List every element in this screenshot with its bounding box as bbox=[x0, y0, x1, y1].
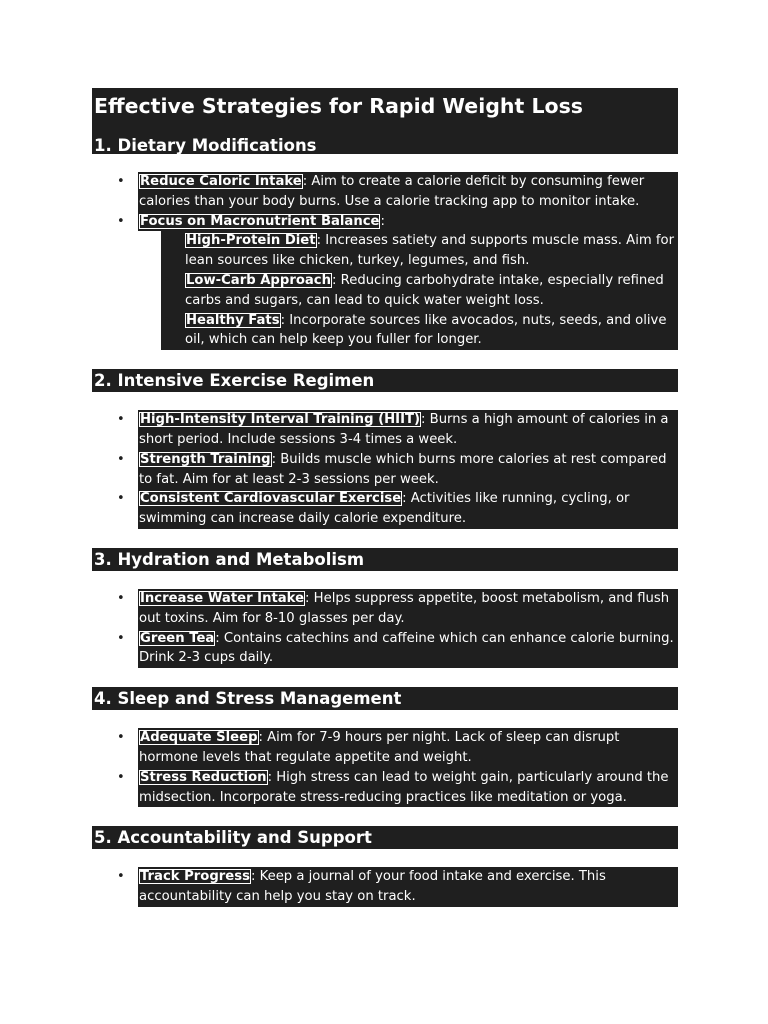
bullet: • bbox=[117, 630, 125, 646]
item-text: Incorporate sources like avocados, nuts, seeds, and olive oil, which can help keep you fuller for longer. bbox=[185, 312, 667, 348]
section-heading: 4. Sleep and Stress Management bbox=[94, 689, 402, 709]
section-head bbox=[92, 369, 678, 392]
item-text: High stress can lead to weight gain, particularly around the midsection. Incorporate stress-reducing practices like meditation or yoga. bbox=[139, 769, 669, 805]
list-item: • Track Progress: Keep a journal of your food intake and exercise. This accountability can help you stay on track. bbox=[92, 867, 678, 907]
list-item: • High-Intensity Interval Training (HIIT): Burns a high amount of calories in a short period. Include sessions 3-4 times a week. bbox=[92, 410, 678, 450]
item-text: Activities like running, cycling, or swimming can increase daily calorie expenditure. bbox=[139, 491, 630, 527]
list-item: • Strength Training: Builds muscle which burns more calories at rest compared to fat. Aim for at least 2-3 sessions per week. bbox=[92, 450, 678, 490]
sub-list-item: • Low-Carb Approach: Reducing carbohydrate intake, especially refined carbs and sugars, can lead to quick water weight loss. bbox=[92, 271, 678, 311]
item-term: Strength Training bbox=[140, 451, 271, 467]
bullet: • bbox=[163, 233, 171, 249]
bullet: • bbox=[163, 312, 171, 328]
bullet: • bbox=[117, 412, 125, 428]
item-term: Stress Reduction bbox=[140, 769, 267, 785]
item-term: High-Intensity Interval Training (HIIT) bbox=[140, 412, 421, 428]
list-item: • Focus on Macronutrient Balance: bbox=[92, 212, 678, 232]
item-text: Contains catechins and caffeine which can enhance calorie burning. Drink 2-3 cups daily. bbox=[139, 630, 674, 666]
section-heading: 5. Accountability and Support bbox=[94, 828, 372, 848]
title-block bbox=[92, 88, 678, 154]
section-heading: 2. Intensive Exercise Regimen bbox=[94, 371, 375, 391]
list-item: • Reduce Caloric Intake: Aim to create a calorie deficit by consuming fewer calories than your body burns. Use a calorie tracking app to monitor intake. bbox=[92, 172, 678, 212]
list-item: • Green Tea: Contains catechins and caffeine which can enhance calorie burning. Drink 2-3 cups daily. bbox=[92, 629, 678, 669]
page-title: Effective Strategies for Rapid Weight Loss bbox=[94, 94, 583, 118]
section-2-list bbox=[92, 410, 678, 529]
bullet: • bbox=[117, 451, 125, 467]
item-term: Increase Water Intake bbox=[140, 590, 305, 606]
bullet: • bbox=[117, 730, 125, 746]
bullet: • bbox=[117, 491, 125, 507]
item-term: Consistent Cardiovascular Exercise bbox=[140, 491, 402, 507]
item-text: Keep a journal of your food intake and exercise. This accountability can help you stay on track. bbox=[139, 869, 606, 905]
list-item: • Increase Water Intake: Helps suppress appetite, boost metabolism, and flush out toxins. Aim for 8-10 glasses per day. bbox=[92, 589, 678, 629]
sub-list-item: • Healthy Fats: Incorporate sources like avocados, nuts, seeds, and olive oil, which can help keep you fuller for longer. bbox=[92, 311, 678, 351]
sub-list-item: • High-Protein Diet: Increases satiety and supports muscle mass. Aim for lean sources like chicken, turkey, legumes, and fish. bbox=[92, 231, 678, 271]
document-page bbox=[92, 88, 678, 907]
item-text: Helps suppress appetite, boost metabolism, and flush out toxins. Aim for 8-10 glasses per day. bbox=[139, 590, 670, 626]
item-text: Burns a high amount of calories in a short period. Include sessions 3-4 times a week. bbox=[139, 412, 669, 447]
section-heading: 1. Dietary Modifications bbox=[94, 136, 317, 155]
item-term: Green Tea bbox=[140, 630, 215, 646]
bullet: • bbox=[117, 174, 125, 189]
item-term: Adequate Sleep bbox=[140, 730, 258, 746]
section-1-list bbox=[92, 172, 678, 350]
list-item: • Adequate Sleep: Aim for 7-9 hours per night. Lack of sleep can disrupt hormone levels that regulate appetite and weight. bbox=[92, 728, 678, 768]
item-term: Low-Carb Approach bbox=[186, 272, 331, 288]
bullet: • bbox=[117, 590, 125, 606]
section-4-list bbox=[92, 728, 678, 807]
item-term: Healthy Fats bbox=[186, 312, 280, 328]
item-text: Aim for 7-9 hours per night. Lack of sleep can disrupt hormone levels that regulate appetite and weight. bbox=[139, 730, 620, 765]
section-5-list bbox=[92, 867, 678, 907]
list-item: • Consistent Cardiovascular Exercise: Activities like running, cycling, or swimming can increase daily calorie expenditure. bbox=[92, 489, 678, 529]
section-heading: 3. Hydration and Metabolism bbox=[94, 549, 365, 569]
item-text: Reducing carbohydrate intake, especially refined carbs and sugars, can lead to quick water weight loss. bbox=[185, 272, 664, 308]
section-head bbox=[92, 826, 678, 849]
bullet: • bbox=[117, 213, 125, 229]
item-term: Reduce Caloric Intake bbox=[140, 174, 302, 189]
item-text: Builds muscle which burns more calories at rest compared to fat. Aim for at least 2-3 sessions per week. bbox=[139, 451, 667, 487]
item-text: Increases satiety and supports muscle mass. Aim for lean sources like chicken, turkey, legumes, and fish. bbox=[185, 233, 675, 269]
list-item: • Stress Reduction: High stress can lead to weight gain, particularly around the midsection. Incorporate stress-reducing practices like meditation or yoga. bbox=[92, 768, 678, 808]
item-term: Focus on Macronutrient Balance bbox=[140, 213, 380, 229]
section-head bbox=[92, 548, 678, 571]
item-text: Aim to create a calorie deficit by consuming fewer calories than your body burns. Use a calorie tracking app to monitor intake. bbox=[139, 174, 645, 209]
item-term: High-Protein Diet bbox=[186, 233, 316, 249]
section-3-list bbox=[92, 589, 678, 668]
item-term: Track Progress bbox=[140, 869, 250, 885]
bullet: • bbox=[117, 769, 125, 785]
bullet: • bbox=[117, 869, 125, 885]
bullet: • bbox=[163, 272, 171, 288]
section-head bbox=[92, 687, 678, 710]
